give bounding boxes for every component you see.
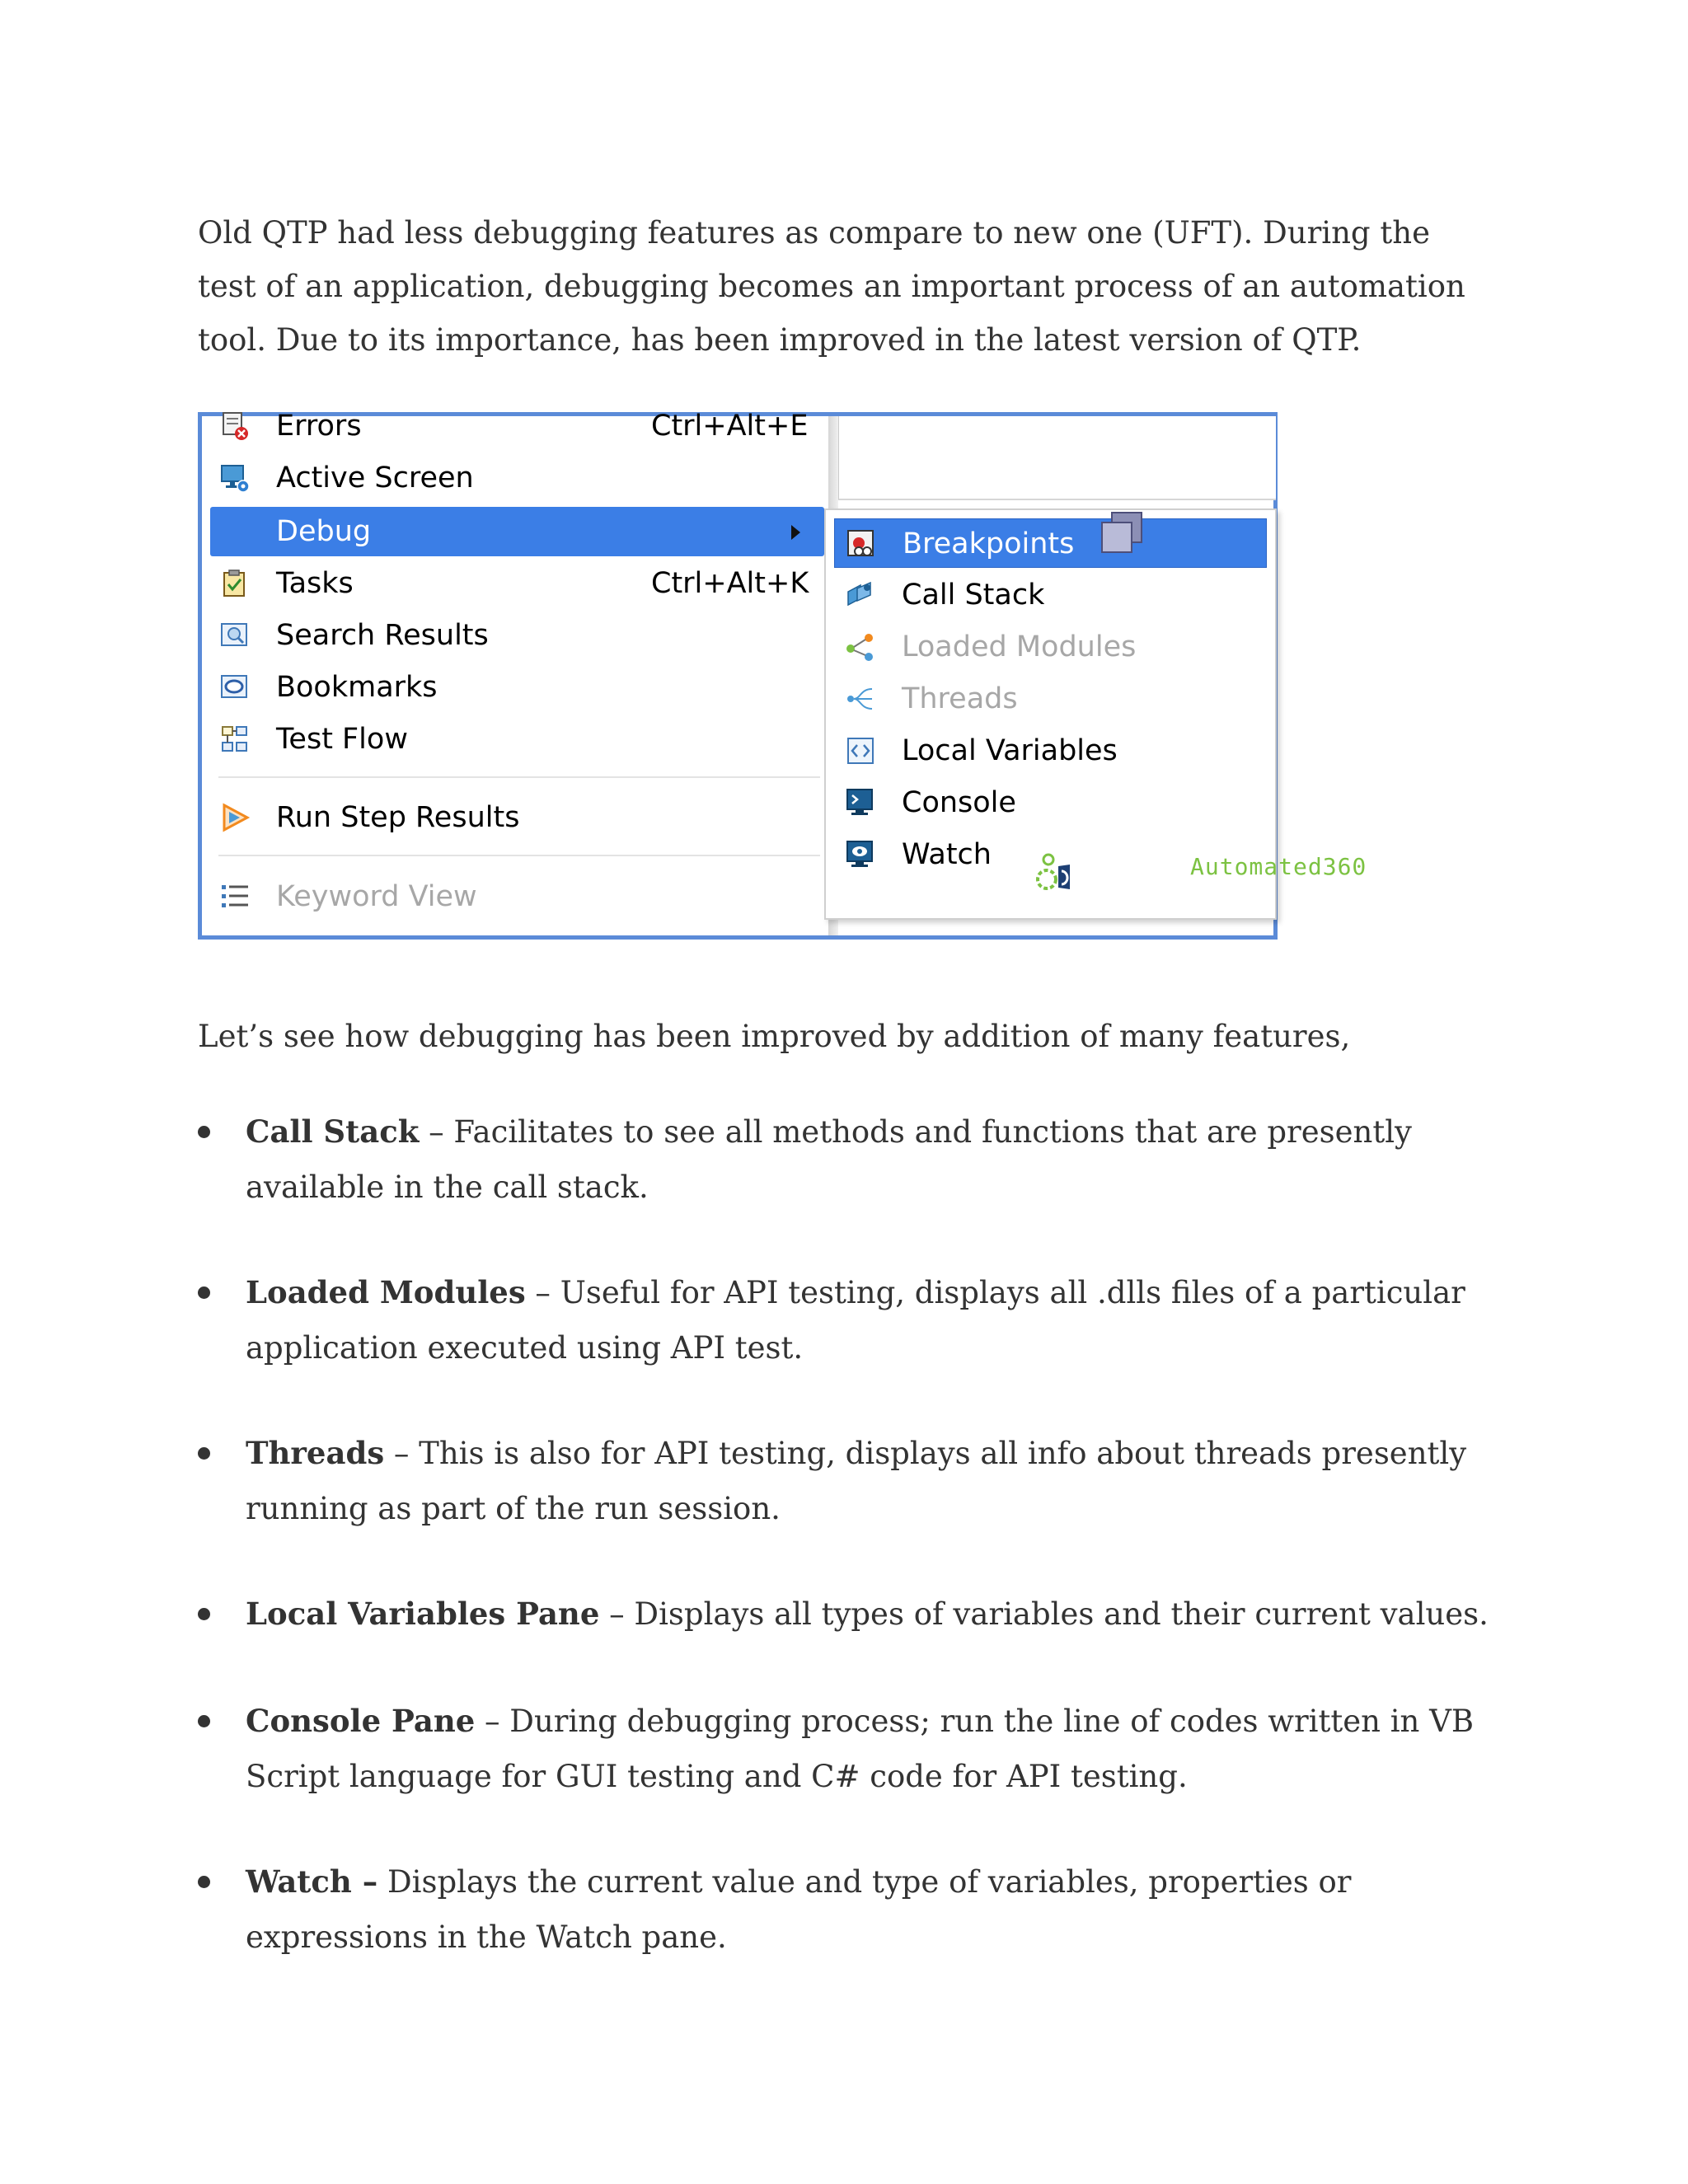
feature-term: Threads — [246, 1435, 385, 1471]
bullet-icon — [198, 1608, 210, 1620]
menu-item-label: Tasks — [276, 567, 354, 600]
run-step-results-icon — [220, 803, 250, 832]
menu-item-search-results[interactable] — [202, 611, 828, 660]
submenu-item-label: Watch — [902, 838, 992, 871]
feature-description: Displays the current value and type of variables, properties or expressions in the Watch pane. — [246, 1864, 1352, 1955]
menu-item-keyword-view[interactable] — [202, 872, 828, 921]
list-item — [198, 1854, 1500, 1965]
automated360-logo-icon — [1034, 850, 1083, 899]
menu-item-label: Keyword View — [276, 880, 477, 913]
submenu-arrow-icon — [791, 525, 800, 540]
local-variables-icon — [846, 736, 875, 766]
search-results-icon — [220, 621, 250, 650]
menu-separator — [218, 855, 820, 856]
bookmarks-icon — [220, 673, 250, 702]
console-icon — [846, 788, 875, 818]
submenu-item-console[interactable] — [834, 778, 1267, 827]
menu-item-active-screen[interactable] — [202, 453, 828, 503]
feature-term: Local Variables Pane — [246, 1596, 600, 1632]
feature-description: – Useful for API testing, displays all .dlls files of a particular application executed using API test. — [246, 1275, 1465, 1366]
keyword-view-icon — [220, 882, 250, 912]
view-menu — [202, 410, 828, 935]
list-item — [198, 1586, 1500, 1642]
list-item — [198, 1265, 1500, 1376]
submenu-item-call-stack[interactable] — [834, 570, 1267, 620]
feature-term: Call Stack — [246, 1113, 420, 1150]
bullet-icon — [198, 1126, 210, 1138]
submenu-item-label: Local Variables — [902, 734, 1118, 767]
submenu-item-label: Breakpoints — [903, 527, 1075, 560]
submenu-item-label: Loaded Modules — [902, 630, 1137, 663]
menu-item-bookmarks[interactable] — [202, 663, 828, 712]
menu-separator — [218, 776, 820, 778]
menu-item-label: Run Step Results — [276, 801, 520, 834]
menu-item-shortcut: Ctrl+Alt+E — [651, 410, 809, 443]
bullet-icon — [198, 1447, 210, 1460]
breakpoints-icon — [846, 529, 876, 559]
list-item — [198, 1426, 1500, 1536]
menu-item-tasks[interactable] — [202, 559, 828, 608]
submenu-item-label: Console — [902, 786, 1016, 819]
debug-submenu — [824, 509, 1367, 920]
watermark-text: Automated360 — [1190, 853, 1367, 880]
submenu-item-label: Threads — [902, 682, 1018, 715]
feature-term: Loaded Modules — [246, 1274, 526, 1310]
list-item — [198, 1104, 1500, 1215]
menu-item-label: Test Flow — [276, 723, 408, 756]
feature-description: – During debugging process; run the line of codes written in VB Script language for GUI testing and C# code for API testing. — [246, 1704, 1475, 1794]
watch-icon — [846, 840, 875, 869]
menu-item-label: Errors — [276, 410, 362, 443]
bullet-icon — [198, 1286, 210, 1299]
menu-item-label: Active Screen — [276, 462, 474, 494]
menu-item-label: Bookmarks — [276, 671, 438, 704]
feature-term: Console Pane — [246, 1703, 476, 1739]
feature-term: Watch – — [246, 1863, 378, 1900]
feature-description: – Facilitates to see all methods and functions that are presently available in the call stack. — [246, 1114, 1412, 1205]
call-stack-icon — [846, 580, 875, 610]
bullet-icon — [198, 1715, 210, 1727]
intro-paragraph: Old QTP had less debugging features as compare to new one (UFT). During the test of an application, debugging becomes an important process of an automation tool. Due to its importance, has been improved in the latest version of QTP. — [198, 215, 1465, 358]
threads-icon — [846, 684, 875, 714]
errors-icon — [220, 411, 250, 441]
bullet-icon — [198, 1876, 210, 1888]
menu-item-errors[interactable] — [202, 401, 828, 451]
window-stack-icon — [1097, 511, 1145, 559]
menu-item-label: Search Results — [276, 619, 489, 652]
feature-description: – This is also for API testing, displays all info about threads presently running as part of the run session. — [246, 1436, 1467, 1526]
menu-item-debug[interactable] — [210, 507, 824, 556]
tasks-icon — [220, 569, 250, 598]
debug-menu-screenshot — [198, 410, 1367, 940]
lead-paragraph: Let’s see how debugging has been improved by addition of many features, — [198, 1019, 1351, 1054]
test-flow-icon — [220, 724, 250, 754]
menu-item-shortcut: Ctrl+Alt+K — [651, 567, 809, 600]
menu-item-test-flow[interactable] — [202, 715, 828, 764]
background-pane — [838, 416, 1276, 500]
feature-description: – Displays all types of variables and their current values. — [599, 1596, 1489, 1632]
submenu-item-label: Call Stack — [902, 579, 1045, 612]
menu-item-run-step-results[interactable] — [202, 793, 828, 842]
menu-item-label: Debug — [276, 515, 372, 548]
loaded-modules-icon — [846, 632, 875, 662]
submenu-item-loaded-modules[interactable] — [834, 622, 1267, 672]
active-screen-icon — [220, 463, 250, 493]
submenu-item-threads[interactable] — [834, 674, 1267, 724]
list-item — [198, 1694, 1500, 1804]
watermark — [1034, 850, 1367, 899]
submenu-item-local-variables[interactable] — [834, 726, 1267, 776]
submenu-item-breakpoints[interactable] — [834, 518, 1267, 568]
